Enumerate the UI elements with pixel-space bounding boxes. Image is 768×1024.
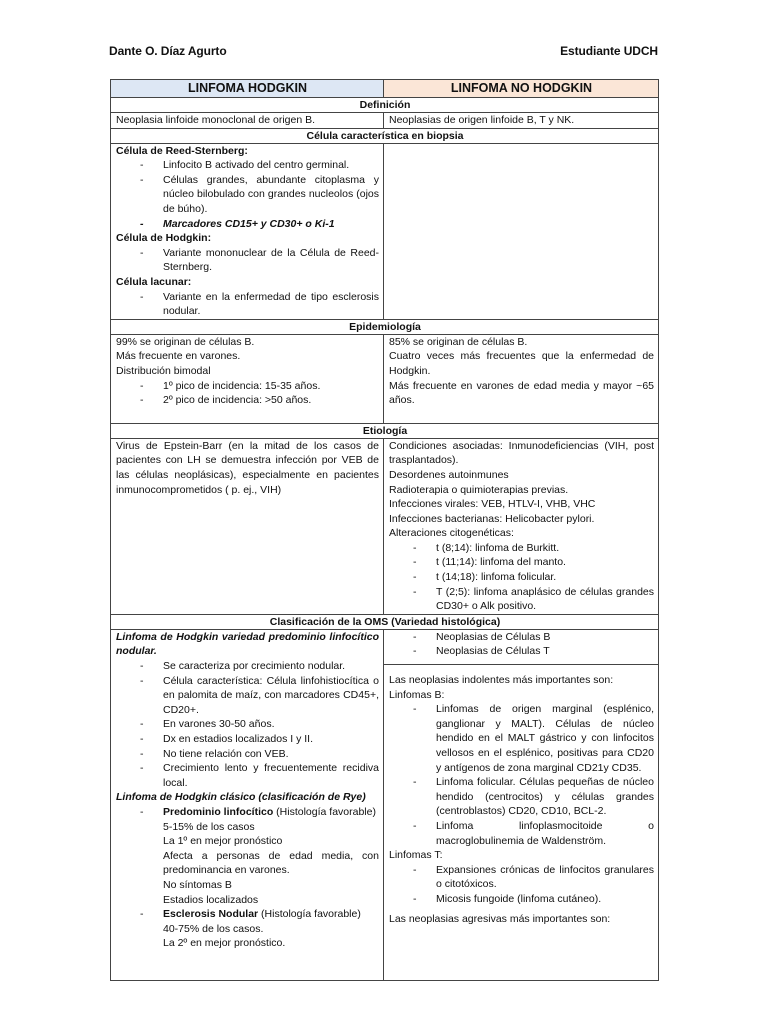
text-line: Desordenes autoinmunes — [389, 468, 509, 481]
list-item: - Célula característica: Célula linfohistiocítica o en palomita de maíz, con marcadores CD45+, CD20+. — [163, 674, 379, 718]
reed-sternberg-list — [116, 158, 379, 231]
nodular-lymphocyte-title: Linfoma de Hodgkin variedad predominio linfocítico nodular. — [116, 630, 379, 658]
esclerosis-label: Esclerosis Nodular — [163, 908, 259, 921]
predominio-note: (Histología favorable) — [273, 805, 376, 818]
predominio-label: Predominio linfocítico — [163, 805, 274, 818]
list-item: - Neoplasias de Células T — [436, 644, 654, 659]
list-item: - t (14;18): linfoma folicular. — [436, 570, 654, 585]
clasificacion-hodgkin — [111, 629, 384, 980]
text-line: 40-75% de los casos. — [163, 922, 264, 935]
text-line: Alteraciones citogenéticas: — [389, 527, 514, 540]
list-item: - 2º pico de incidencia: >50 años. — [163, 393, 379, 408]
etiologia-hodgkin: Virus de Epstein-Barr (en la mitad de los casos de pacientes con LH se demuestra infección por VEB de las células neoplásicas), especialmente en pacientes inmunocomprometidos ( p. ej., VIH) — [111, 438, 384, 614]
list-item: - Linfomas de origen marginal (esplénico, ganglionar y MALT). Células de núcleo hendido en el MALT gástrico y con linfocitos vellosos en el esplénico, positivas para CD20 y antígenos de zona marginal CD21y CD35. — [436, 702, 654, 775]
text-line: Estadios localizados — [163, 893, 259, 906]
list-item: - Linfoma folicular. Células pequeñas de núcleo hendido (centrocitos) y células grandes (centroblastos) CD20, CD10, BCL-2. — [436, 775, 654, 819]
definicion-no-hodgkin: Neoplasias de origen linfoide B, T y NK. — [384, 113, 659, 129]
separator-line — [384, 664, 658, 665]
list-item: - 1º pico de incidencia: 15-35 años. — [163, 379, 379, 394]
text-line: Radioterapia o quimioterapias previas. — [389, 483, 569, 496]
hodgkin-cell-title: Célula de Hodgkin: — [116, 232, 212, 245]
neoplasm-types-list — [389, 630, 654, 659]
text-line: Infecciones virales: VEB, HTLV-I, VHB, VHC — [389, 498, 596, 511]
list-item: - Marcadores CD15+ y CD30+ o Ki-1 — [163, 217, 379, 232]
celula-no-hodgkin-empty — [384, 143, 659, 319]
section-title-celula: Célula característica en biopsia — [111, 128, 659, 143]
t-lymphoma-title: Linfomas T: — [389, 849, 443, 862]
affiliation: Estudiante UDCH — [560, 44, 658, 58]
text-line: Afecta a personas de edad media, con predominancia en varones. — [163, 849, 379, 877]
epidemiologia-hodgkin — [111, 334, 384, 423]
list-item: - Células grandes, abundante citoplasma y núcleo bilobulado con grandes nucleolos (ojos de búho). — [163, 173, 379, 217]
text-line: No síntomas B — [163, 878, 232, 891]
classic-hodgkin-title: Linfoma de Hodgkin clásico (clasificación de Rye) — [116, 791, 366, 804]
b-lymphoma-list — [389, 702, 654, 848]
text-line: 5-15% de los casos — [163, 820, 255, 833]
column-header-hodgkin: LINFOMA HODGKIN — [111, 80, 384, 98]
text-line: La 2º en mejor pronóstico. — [163, 937, 286, 950]
etiologia-no-hodgkin — [384, 438, 659, 614]
b-lymphoma-title: Linfomas B: — [389, 688, 445, 701]
list-item: - Variante en la enfermedad de tipo esclerosis nodular. — [163, 290, 379, 319]
indolent-title: Las neoplasias indolentes más importantes son: — [389, 674, 614, 687]
list-item — [163, 907, 379, 951]
classic-hodgkin-list — [116, 805, 379, 951]
reed-sternberg-title: Célula de Reed-Sternberg: — [116, 144, 248, 157]
text-line: Más frecuente en varones de edad media y mayor ~65 años. — [389, 379, 654, 407]
list-item: - En varones 30-50 años. — [163, 717, 379, 732]
celula-hodgkin — [111, 143, 384, 319]
section-title-epidemiologia: Epidemiología — [111, 319, 659, 334]
author-name: Dante O. Díaz Agurto — [109, 44, 227, 58]
text-line: 99% se originan de células B. — [116, 335, 255, 348]
list-item: - No tiene relación con VEB. — [163, 747, 379, 762]
lacunar-cell-title: Célula lacunar: — [116, 275, 192, 288]
list-item: - Neoplasias de Células B — [436, 630, 654, 645]
list-item: - Micosis fungoide (linfoma cutáneo). — [436, 892, 654, 907]
epidemiologia-no-hodgkin — [384, 334, 659, 423]
column-header-no-hodgkin: LINFOMA NO HODGKIN — [384, 80, 659, 98]
list-item: - T (2;5): linfoma anaplásico de células grandes CD30+ o Alk positivo. — [436, 585, 654, 614]
list-item: - Dx en estadios localizados I y II. — [163, 732, 379, 747]
text-line: La 1º en mejor pronóstico — [163, 835, 283, 848]
text-line: Más frecuente en varones. — [116, 350, 241, 363]
section-title-clasificacion: Clasificación de la OMS (Variedad histológica) — [111, 614, 659, 629]
text-line: 85% se originan de células B. — [389, 335, 528, 348]
hodgkin-cell-list — [116, 246, 379, 275]
esclerosis-note: (Histología favorable) — [258, 908, 361, 921]
list-item: - Linfocito B activado del centro germinal. — [163, 158, 379, 173]
lacunar-cell-list — [116, 290, 379, 319]
comparison-table — [110, 79, 659, 981]
text-line: Cuatro veces más frecuentes que la enfermedad de Hodgkin. — [389, 350, 654, 377]
list-item: - Se caracteriza por crecimiento nodular. — [163, 659, 379, 674]
list-item: - Crecimiento lento y frecuentemente recidiva local. — [163, 761, 379, 790]
incidence-list — [116, 379, 379, 408]
text-line: Condiciones asociadas: Inmunodeficiencias (VIH, post trasplantados). — [389, 439, 654, 467]
list-item: - t (8;14): linfoma de Burkitt. — [436, 541, 654, 556]
list-item — [163, 805, 379, 907]
t-lymphoma-list — [389, 863, 654, 907]
section-title-etiologia: Etiología — [111, 423, 659, 438]
definicion-hodgkin: Neoplasia linfoide monoclonal de origen B. — [111, 113, 384, 129]
text-line: Distribución bimodal — [116, 364, 211, 377]
nodular-lymphocyte-list — [116, 659, 379, 790]
clasificacion-no-hodgkin — [384, 629, 659, 980]
section-title-definicion: Definición — [111, 98, 659, 113]
text-line: Infecciones bacterianas: Helicobacter pylori. — [389, 512, 595, 525]
list-item: - Variante mononuclear de la Célula de Reed-Sternberg. — [163, 246, 379, 275]
list-item: - Expansiones crónicas de linfocitos granulares o citotóxicos. — [436, 863, 654, 892]
list-item: - t (11;14): linfoma del manto. — [436, 555, 654, 570]
cytogenetic-list — [389, 541, 654, 614]
list-item: - Linfoma linfoplasmocitoide o macroglobulinemia de Waldenström. — [436, 819, 654, 848]
aggressive-title: Las neoplasias agresivas más importantes son: — [389, 912, 611, 925]
